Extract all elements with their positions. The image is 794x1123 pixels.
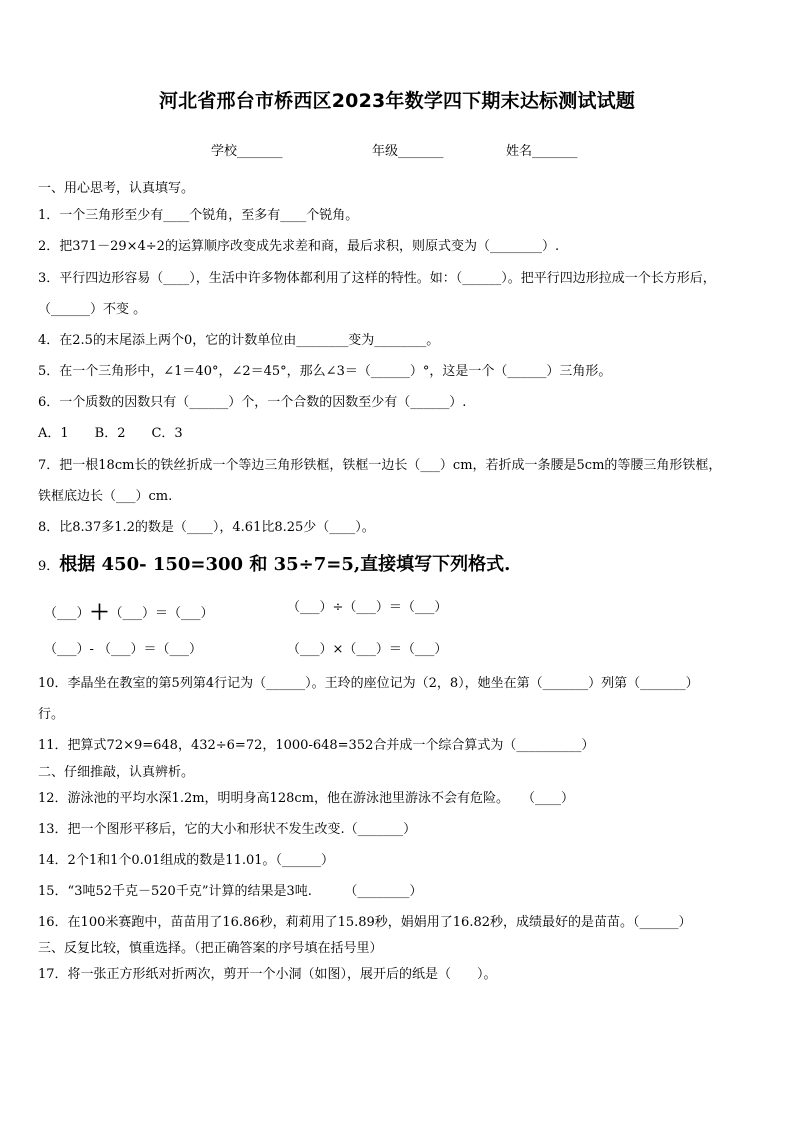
q9-blank: （___）	[44, 606, 90, 621]
question-9	[38, 553, 510, 579]
school-field: 学校_______	[211, 144, 283, 159]
question-15: 15．“3吨52千克－520千克”计算的结果是3吨. （________）	[38, 884, 423, 899]
question-7-continued: 铁框底边长（___）cm.	[38, 489, 173, 504]
question-9-number: 9．	[38, 559, 60, 574]
q9-row2-right: （___）×（___）＝（___）	[287, 642, 448, 657]
question-3: 3．平行四边形容易（____），生活中许多物体都利用了这样的特性。如：（______）。把平行四边形拉成一个长方形后，	[38, 271, 716, 286]
plus-sign: ＋	[89, 600, 110, 624]
question-3-continued: （______）不变 。	[38, 302, 147, 317]
question-5: 5．在一个三角形中，∠1＝40°，∠2＝45°，那么∠3＝（______）°，这是一个（______）三角形。	[38, 364, 612, 379]
question-17: 17．将一张正方形纸对折两次，剪开一个小洞（如图），展开后的纸是（ ）。	[38, 967, 497, 982]
grade-field: 年级_______	[372, 144, 444, 159]
question-10: 10．李晶坐在教室的第5列第4行记为（______）。王玲的座位记为（2，8），她坐在第（_______）列第（_______）	[38, 676, 699, 691]
question-16: 16．在100米赛跑中，苗苗用了16.86秒，莉莉用了15.89秒，娟娟用了16.82秒，成绩最好的是苗苗。（______）	[38, 915, 692, 930]
section-heading-1: 一、用心思考，认真填写。	[38, 181, 195, 196]
section-heading-2: 二、仔细推敲，认真辨析。	[38, 765, 195, 780]
question-6: 6．一个质数的因数只有（______）个，一个合数的因数至少有（______）.	[38, 395, 467, 410]
question-14: 14．2个1和1个0.01组成的数是11.01。（______）	[38, 853, 335, 868]
question-10-continued: 行。	[38, 707, 65, 722]
q9-row2-left: （___）- （___）＝（___）	[44, 642, 203, 657]
question-6-options: A．1 B．2 C．3	[38, 426, 183, 441]
question-13: 13．把一个图形平移后，它的大小和形状不发生改变.（_______）	[38, 822, 417, 837]
question-1: 1．一个三角形至少有____个锐角，至多有____个锐角。	[38, 208, 359, 223]
question-7: 7．把一根18cm长的铁丝折成一个等边三角形铁框，铁框一边长（___）cm，若折成一条腰是5cm的等腰三角形铁框，	[38, 458, 722, 473]
question-11: 11．把算式72×9=648，432÷6=72，1000-648=352合并成一个综合算式为（__________）	[38, 738, 595, 753]
question-9-text: 根据 450- 150=300 和 35÷7=5,直接填写下列格式.	[59, 554, 511, 575]
question-8: 8．比8.37多1.2的数是（____），4.61比8.25少（____）。	[38, 520, 375, 535]
question-12: 12．游泳池的平均水深1.2m，明明身高128cm，他在游泳池里游泳不会有危险。 （____）	[38, 791, 574, 806]
question-2: 2．把371－29×4÷2的运算顺序改变成先求差和商，最后求积，则原式变为（________）.	[38, 239, 560, 254]
q9-row1-left	[44, 596, 214, 625]
q9-row1-right: （___）÷（___）＝（___）	[287, 600, 448, 615]
q9-blanks: （___）＝（___）	[109, 606, 214, 621]
name-field: 姓名_______	[506, 144, 578, 159]
section-heading-3: 三、反复比较，慎重选择。（把正确答案的序号填在括号里）	[38, 941, 383, 956]
page-title: 河北省邢台市桥西区2023年数学四下期末达标测试试题	[158, 90, 636, 112]
question-4: 4．在2.5的末尾添上两个0，它的计数单位由________变为________。	[38, 333, 440, 348]
